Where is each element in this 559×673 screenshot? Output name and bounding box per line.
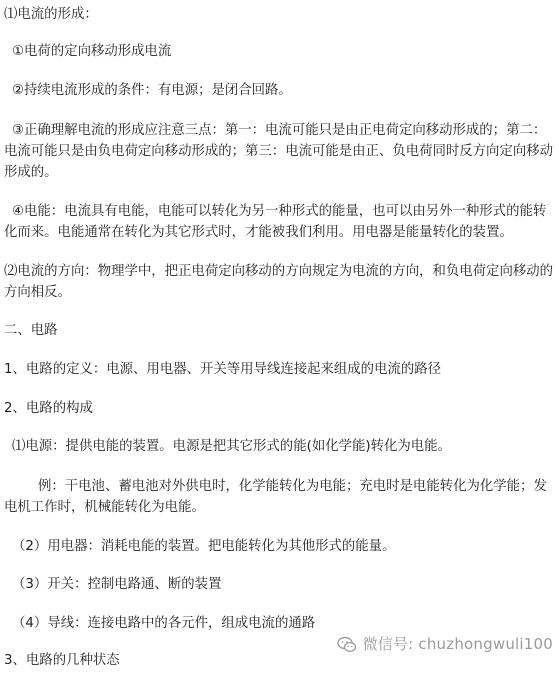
paragraph-circuit-definition: 1、电路的定义：电源、用电器、开关等用导线连接起来组成的电流的路径 [4,362,442,377]
paragraph-switch: （3）开关：控制电路通、断的装置 [12,577,222,592]
paragraph-circuit-composition: 2、电路的构成 [4,401,93,416]
heading-current-formation: ⑴电流的形成： [4,7,98,22]
paragraph-point-3: ③正确理解电流的形成应注意三点：第一：电流可能只是由正电荷定向移动形成的；第二：电流可能只是由负电荷定向移动形成的；第三：电流可能是由正、负电荷同时反方向定向移动形成的。 [4,123,554,180]
section-heading-circuit: 二、电路 [4,323,58,338]
paragraph-point-2: ②持续电流形成的条件：有电源；是闭合回路。 [12,83,292,98]
paragraph-point-4: ④电能：电流具有电能，电能可以转化为另一种形式的能量，也可以由另外一种形式的能转化而来。电能通常在转化为其它形式时，才能被我们利用。用电器是能量转化的装置。 [4,204,547,240]
paragraph-appliance: （2）用电器：消耗电能的装置。把电能转化为其他形式的能量。 [12,539,396,554]
paragraph-power-source: ⑴电源：提供电能的装置。电源是把其它形式的能(如化学能)转化为电能。 [12,439,451,454]
wechat-watermark [337,634,553,655]
paragraph-example: 例：干电池、蓄电池对外供电时，化学能转化为电能；充电时是电能转化为化学能；发电机工作时，机械能转化为电能。 [4,479,547,515]
paragraph-point-1: ①电荷的定向移动形成电流 [12,44,172,59]
paragraph-circuit-states: 3、电路的几种状态 [4,653,120,668]
paragraph-current-direction: ⑵电流的方向：物理学中，把正电荷定向移动的方向规定为电流的方向，和负电荷定向移动的方向相反。 [4,264,554,300]
paragraph-wire: （4）导线：连接电路中的各元件，组成电流的通路 [12,616,316,631]
watermark-text: 微信号: chuzhongwuli100 [362,635,553,653]
wechat-icon [337,636,357,654]
